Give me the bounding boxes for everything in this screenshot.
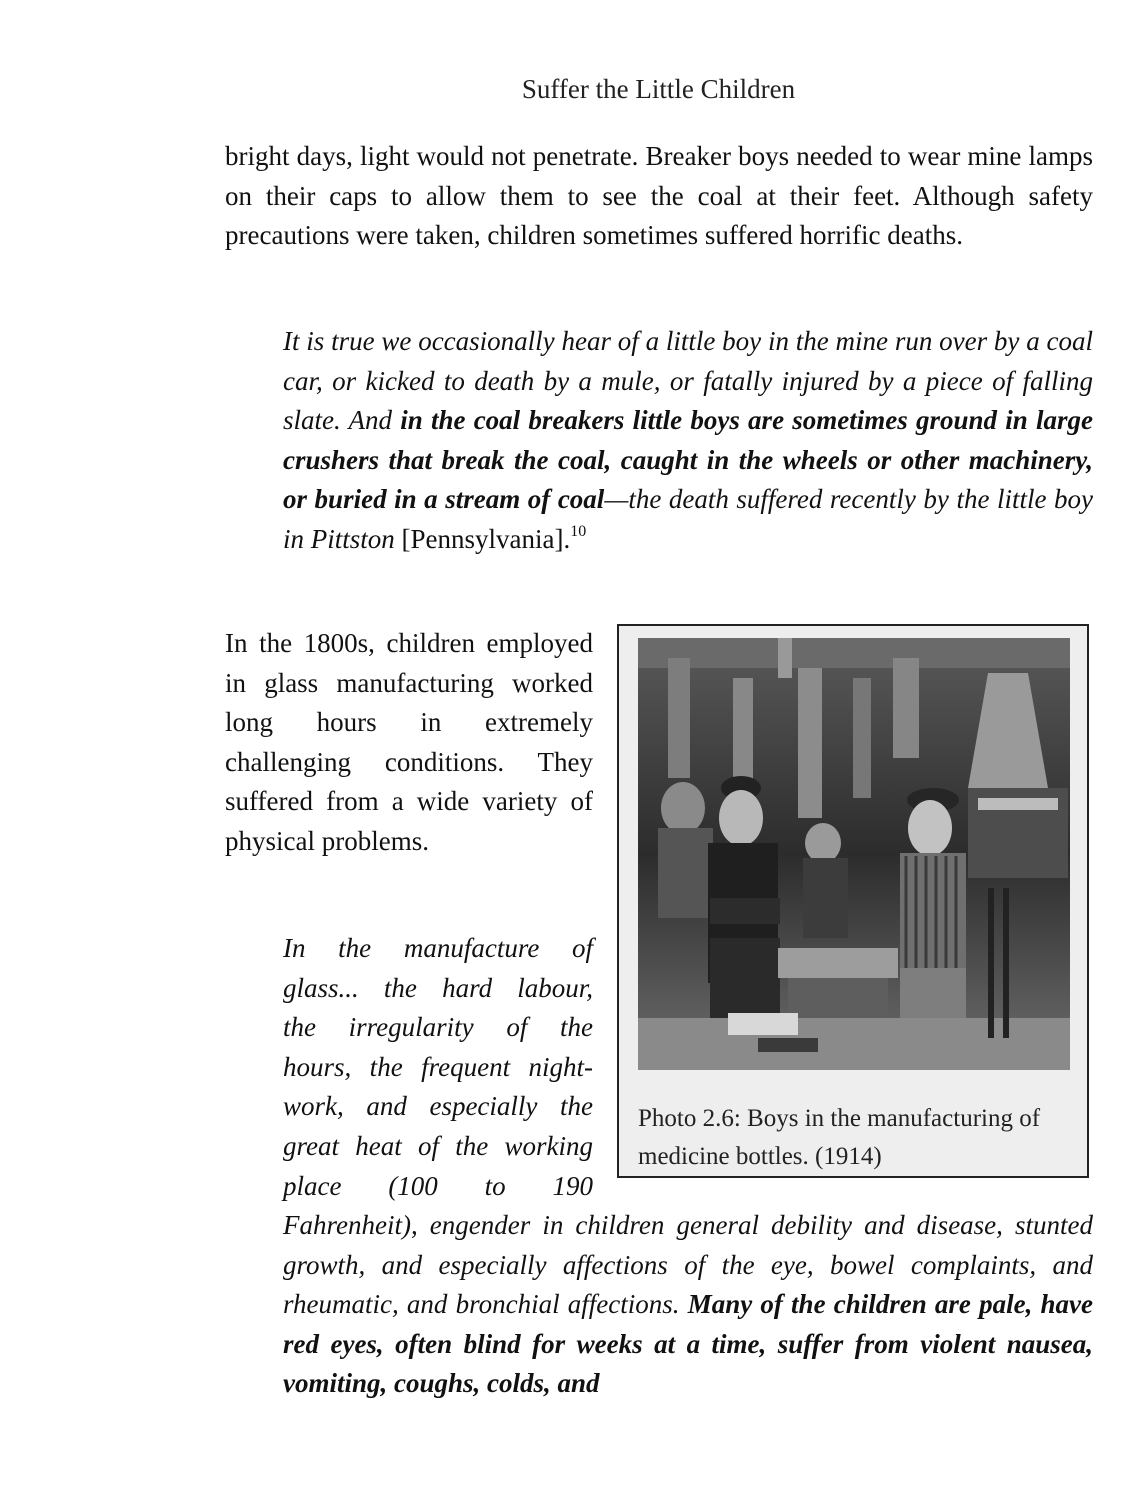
body-paragraph-glass-manufacturing: In the 1800s, children employed in glass manufacturing worked long hours in extremely challenging conditions. They suffered from a wide variety of physical problems. — [225, 628, 593, 856]
quote-line: great heat of the working — [283, 1130, 593, 1161]
running-head: Suffer the Little Children — [521, 74, 796, 104]
block-quote-glass-narrow — [283, 929, 593, 1206]
photo-caption: Photo 2.6: Boys in the manufacturing of medicine bottles. (1914) — [638, 1105, 1041, 1170]
quote-line: work, and especially the — [283, 1091, 593, 1122]
body-paragraph-breaker-boys: bright days, light would not penetrate. Breaker boys needed to wear mine lamps on their caps to allow them to see the coal at their feet. Although safety precautions were taken, children sometimes suffered horrific deaths. — [225, 141, 1093, 251]
quote-italic-text: It is true we occasionally hear of a little boy in the mine run over by a coal car, or kicked to death by a mule, or fatally injured by a piece of falling slate. And — [283, 326, 1093, 436]
quote-bracket-text: [Pennsylvania]. — [401, 523, 571, 554]
block-quote-mine-deaths — [283, 322, 1093, 560]
quote-line: In the manufacture of — [283, 933, 593, 963]
photo-illustration — [638, 638, 1070, 1070]
quote-italic-text: —the death suffered recently by the little boy in Pittston — [283, 484, 1093, 554]
quote-bold-text: in the coal breakers little boys are sometimes ground in large crushers that break the coal, caught in the wheels or other machinery, or buried in a stream of coal — [283, 405, 1094, 515]
footnote-ref: 10 — [570, 522, 587, 540]
quote-italic-text: Fahrenheit), engender in children general debility and disease, stunted growth, and especially affections of the eye, bowel complaints, and rheumatic, and bronchial affections. — [283, 1210, 1093, 1320]
quote-bold-text: Many of the children are pale, have red eyes, often blind for weeks at a time, suffer from violent nausea, vomiting, coughs, colds, and — [283, 1289, 1093, 1399]
photo-boys-medicine-bottles — [638, 638, 1070, 1070]
quote-line: place (100 to 190 — [283, 1170, 593, 1201]
quote-line: glass... the hard labour, — [283, 972, 593, 1003]
block-quote-glass-wide — [283, 1206, 1093, 1404]
photo-figure — [617, 624, 1089, 1178]
quote-line: the irregularity of the — [283, 1012, 593, 1043]
quote-line: hours, the frequent night- — [283, 1051, 593, 1082]
